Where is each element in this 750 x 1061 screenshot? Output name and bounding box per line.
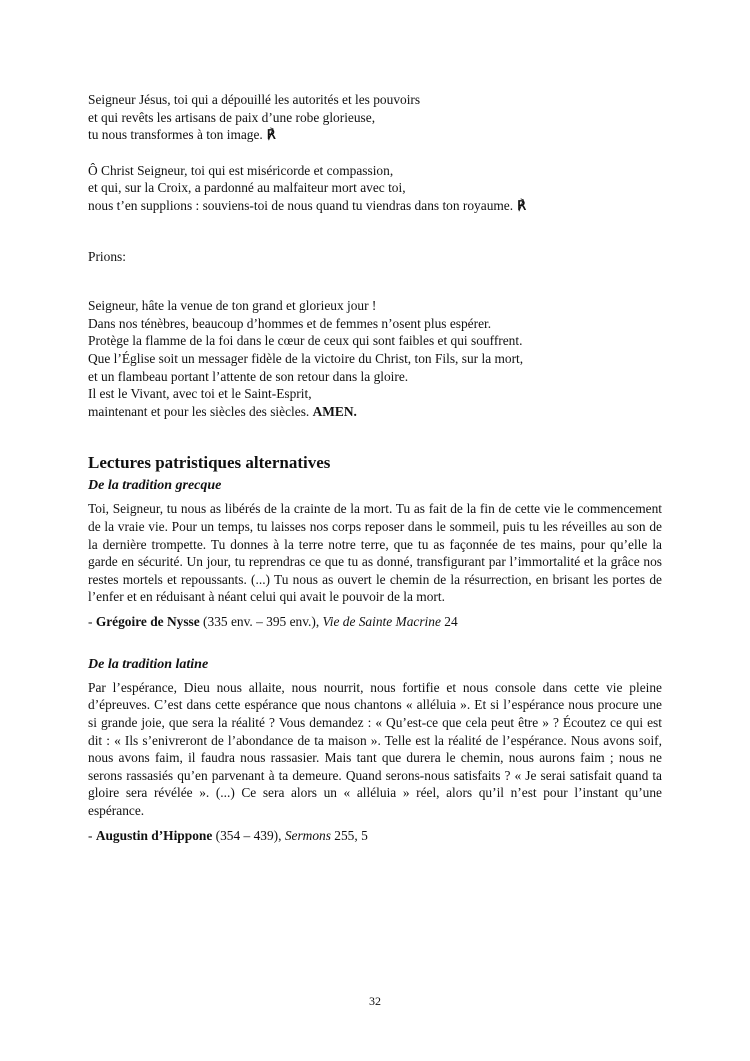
invocation-line: Ô Christ Seigneur, toi qui est miséricorde et compassion,	[88, 162, 394, 178]
prayer-line: Protège la flamme de la foi dans le cœur de ceux qui sont faibles et qui souffrent.	[88, 333, 523, 349]
attribution-work: Vie de Sainte Macrine	[322, 613, 441, 629]
reading-text: Toi, Seigneur, tu nous as libérés de la crainte de la mort. Tu as fait de la fin de cette vie le commencement de la vraie vie. Pour un temps, tu laisses nos corps reposer dans le sommeil, puis tu les réveilles au son de la dernière trompette. Tu donnes à la terre notre terre, que tu as façonnée de tes mains, pour qu’elle la garde en sécurité. Un jour, tu reprendras ce que tu as donné, transfigurant par l’immortalité et la grâce nos restes mortels et repoussants. (...) Tu nous as ouvert le chemin de la résurrection, en brisant les portes de l’enfer et en réduisant à néant celui qui avait le pouvoir de la mort.	[88, 501, 662, 605]
attribution-dates: (335 env. – 395 env.),	[199, 613, 323, 629]
spacer	[88, 265, 662, 297]
amen: AMEN.	[312, 403, 357, 419]
response-symbol: ℟	[266, 128, 277, 144]
spacer	[88, 631, 662, 653]
response-symbol: ℟	[517, 198, 527, 214]
invocation-text: tu nous transformes à ton image.	[88, 127, 263, 143]
invocation-line	[88, 126, 662, 145]
reading-heading: De la tradition latine	[88, 656, 209, 672]
invocation-line	[88, 197, 662, 216]
prayer-line: Dans nos ténèbres, beaucoup d’hommes et de femmes n’osent plus espérer.	[88, 315, 492, 331]
attribution-prefix: -	[88, 613, 96, 629]
invocation-2	[88, 162, 662, 216]
invocation-line: et qui, sur la Croix, a pardonné au malfaiteur mort avec toi,	[88, 180, 406, 196]
prayer-line: Il est le Vivant, avec toi et le Saint-Esprit,	[88, 386, 312, 402]
invocation-1	[88, 91, 662, 145]
reading-attribution	[88, 613, 662, 631]
page-number: 32	[369, 994, 381, 1008]
prayer-line: Seigneur, hâte la venue de ton grand et glorieux jour !	[88, 298, 377, 314]
spacer	[88, 216, 662, 248]
invocation-text: nous t’en supplions : souviens-toi de nous quand tu viendras dans ton royaume.	[88, 197, 514, 213]
attribution-dates: (354 – 439),	[212, 827, 285, 843]
attribution-prefix: -	[88, 827, 96, 843]
invocation-line: Seigneur Jésus, toi qui a dépouillé les autorités et les pouvoirs	[88, 92, 421, 107]
reading-greek	[88, 476, 662, 631]
document-page	[88, 91, 662, 845]
closing-prayer	[88, 297, 662, 420]
reading-heading: De la tradition grecque	[88, 478, 222, 494]
spacer	[88, 420, 662, 452]
prayer-line	[88, 403, 662, 421]
attribution-work: Sermons	[284, 827, 331, 843]
reading-attribution	[88, 827, 662, 845]
attribution-ref: 24	[440, 613, 458, 629]
attribution-author: Grégoire de Nysse	[95, 613, 200, 629]
attribution-author: Augustin d’Hippone	[95, 827, 213, 843]
section-title: Lectures patristiques alternatives	[88, 453, 331, 473]
invocation-line: et qui revêts les artisans de paix d’une robe glorieuse,	[88, 109, 376, 125]
prayer-line: Que l’Église soit un messager fidèle de la victoire du Christ, ton Fils, sur la mort,	[88, 350, 524, 366]
attribution-ref: 255, 5	[330, 827, 368, 843]
reading-text: Par l’espérance, Dieu nous allaite, nous nourrit, nous fortifie et nous console dans cette vie pleine d’épreuves. C’est dans cette espérance que nous chantons « alléluia ». Et si l’espérance nous procure une si grande joie, que sera la réalité ? Vous demandez : « Qu’est-ce que cela peut être » ? Écoutez ce qui est dit : « Ils s’enivreront de l’abondance de ta maison ». Telle est la réalité de l’espérance. Nous avons soif, nous avons faim, il faudra nous rassasier. Mais tant que durera le chemin, nous aurons faim ; nous ne serons rassasiés qu’en parvenant à ta demeure. Quand serons-nous satisfaits ? « Je serai satisfait quand ta gloire sera révélée ». (...) Ce sera alors un « alléluia » réel, alors qu’il n’est pour l’instant qu’une espérance.	[88, 679, 662, 819]
prions-label: Prions:	[88, 248, 126, 264]
reading-latin	[88, 655, 662, 845]
prayer-line: et un flambeau portant l’attente de son retour dans la gloire.	[88, 368, 409, 384]
spacer	[88, 145, 662, 162]
prayer-last-line: maintenant et pour les siècles des siècles.	[88, 403, 310, 419]
